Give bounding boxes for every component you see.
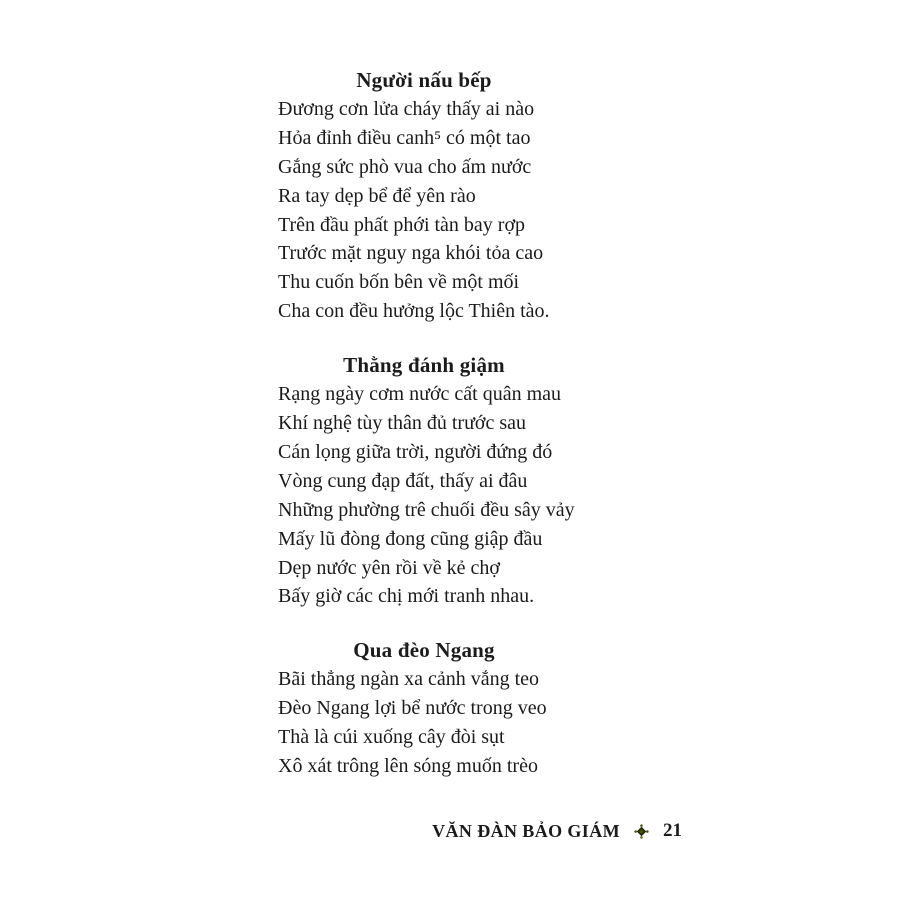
poem-line: Đương cơn lửa cháy thấy ai nào (278, 97, 535, 120)
poem-line: Xô xát trông lên sóng muốn trèo (278, 754, 538, 777)
poem-line: Đèo Ngang lợi bể nước trong veo (278, 697, 547, 720)
poem (278, 66, 570, 326)
poem-line: Thu cuốn bốn bên về một mối (278, 271, 520, 294)
poem (278, 351, 575, 611)
poem-line: Những phường trê chuối đều sây vảy (278, 498, 575, 521)
page-number: 21 (663, 820, 682, 841)
poem-line: Rạng ngày cơm nước cất quân mau (278, 383, 562, 406)
poem-title: Người nấu bếp (356, 68, 492, 92)
poem-line: Ra tay dẹp bể để yên rào (278, 184, 476, 207)
fleuron-icon (634, 824, 649, 839)
poem-line: Gắng sức phò vua cho ấm nước (278, 155, 532, 178)
poem-line: Trước mặt nguy nga khói tỏa cao (278, 242, 544, 265)
poem-title: Qua đèo Ngang (353, 638, 495, 663)
poem-line: Trên đầu phất phới tàn bay rợp (278, 213, 526, 236)
poem-line: Thà là cúi xuống cây đòi sụt (278, 726, 505, 749)
poem-line: Hỏa đỉnh điều canh⁵ có một tao (278, 126, 531, 149)
poem-line: Bấy giờ các chị mới tranh nhau. (278, 585, 535, 608)
poem-line: Dẹp nước yên rồi về kẻ chợ (278, 556, 500, 579)
poem-line: Khí nghệ tùy thân đủ trước sau (278, 411, 527, 434)
poem-line: Bãi thẳng ngàn xa cảnh vắng teo (278, 668, 540, 691)
poem-line: Mấy lũ đòng đong cũng giập đầu (278, 527, 543, 550)
poem (278, 636, 570, 781)
poem-line: Vòng cung đạp đất, thấy ai đâu (278, 469, 528, 492)
poem-line: Cán lọng giữa trời, người đứng đó (278, 440, 553, 463)
poem-title: Thằng đánh giậm (343, 353, 505, 378)
running-footer-title: VĂN ĐÀN BẢO GIÁM (432, 820, 620, 841)
poem-line: Cha con đều hưởng lộc Thiên tào. (278, 300, 550, 323)
page-footer (432, 820, 682, 842)
poems-container (278, 0, 575, 781)
